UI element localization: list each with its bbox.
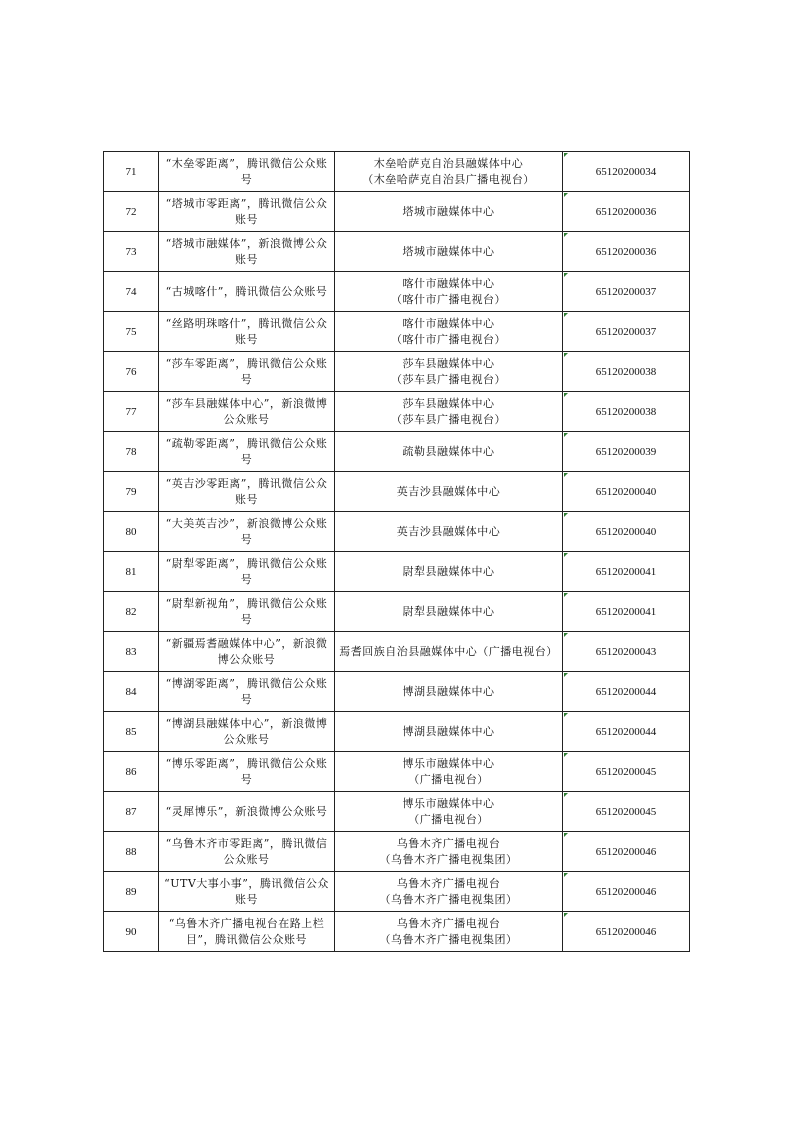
row-number: 78: [104, 432, 159, 472]
organization-line: 莎车县融媒体中心: [402, 396, 495, 410]
organization-cell: [335, 912, 563, 952]
table-row: [104, 712, 690, 752]
registration-code-cell: [563, 352, 690, 392]
account-name-cell: [159, 672, 335, 712]
organization-line: （莎车县广播电视台）: [391, 372, 506, 386]
account-name-line: “博湖县融媒体中心”，新浪微博: [165, 716, 328, 730]
account-name-cell: [159, 792, 335, 832]
row-number: 77: [104, 392, 159, 432]
table-row: [104, 392, 690, 432]
registration-code-cell: [563, 752, 690, 792]
organization-line: 乌鲁木齐广播电视台: [396, 836, 501, 850]
cell-marker-icon: [564, 553, 568, 557]
registration-code: 65120200036: [595, 205, 657, 218]
table-row: [104, 632, 690, 672]
cell-marker-icon: [564, 393, 568, 397]
organization-cell: [335, 392, 563, 432]
account-name-cell: [159, 712, 335, 752]
cell-marker-icon: [564, 233, 568, 237]
account-name-line: 号: [240, 172, 253, 186]
account-name-line: 账号: [235, 332, 258, 346]
cell-marker-icon: [564, 433, 568, 437]
account-name-cell: [159, 552, 335, 592]
registration-table-body: [104, 152, 690, 952]
registration-code: 65120200045: [595, 765, 657, 778]
account-name-cell: [159, 352, 335, 392]
row-number: 79: [104, 472, 159, 512]
table-row: [104, 752, 690, 792]
organization-line: 塔城市融媒体中心: [402, 244, 495, 258]
row-number: 83: [104, 632, 159, 672]
row-number: 76: [104, 352, 159, 392]
registration-code-cell: [563, 392, 690, 432]
account-name-line: “莎车县融媒体中心”，新浪微博: [165, 396, 328, 410]
organization-line: 塔城市融媒体中心: [402, 204, 495, 218]
row-number: 80: [104, 512, 159, 552]
account-name-line: “尉犁零距离”，腾讯微信公众账: [165, 556, 328, 570]
organization-line: 木垒哈萨克自治县融媒体中心: [373, 156, 524, 170]
row-number: 71: [104, 152, 159, 192]
organization-cell: [335, 432, 563, 472]
registration-code: 65120200040: [595, 485, 657, 498]
account-name-line: “博湖零距离”，腾讯微信公众账: [165, 676, 328, 690]
organization-cell: [335, 672, 563, 712]
registration-code: 65120200034: [595, 165, 657, 178]
registration-code-cell: [563, 872, 690, 912]
account-name-line: “古城喀什”，腾讯微信公众账号: [165, 284, 328, 298]
organization-line: 疏勒县融媒体中心: [402, 444, 495, 458]
cell-marker-icon: [564, 713, 568, 717]
cell-marker-icon: [564, 153, 568, 157]
account-name-line: “疏勒零距离”，腾讯微信公众账: [165, 436, 328, 450]
organization-line: （广播电视台）: [408, 772, 489, 786]
organization-line: （乌鲁木齐广播电视集团）: [379, 852, 518, 866]
registration-code-cell: [563, 472, 690, 512]
registration-code-cell: [563, 192, 690, 232]
cell-marker-icon: [564, 753, 568, 757]
registration-code: 65120200040: [595, 525, 657, 538]
account-name-cell: [159, 512, 335, 552]
row-number: 85: [104, 712, 159, 752]
row-number: 89: [104, 872, 159, 912]
row-number: 87: [104, 792, 159, 832]
organization-cell: [335, 152, 563, 192]
account-name-line: 号: [240, 572, 253, 586]
organization-cell: [335, 752, 563, 792]
account-name-cell: [159, 152, 335, 192]
table-row: [104, 672, 690, 712]
organization-cell: [335, 192, 563, 232]
organization-line: （喀什市广播电视台）: [391, 332, 506, 346]
registration-code-cell: [563, 592, 690, 632]
registration-code-cell: [563, 552, 690, 592]
registration-code-cell: [563, 712, 690, 752]
registration-code-cell: [563, 832, 690, 872]
account-name-line: 账号: [235, 892, 258, 906]
account-name-cell: [159, 192, 335, 232]
account-name-line: 号: [240, 772, 253, 786]
account-name-cell: [159, 232, 335, 272]
table-row: [104, 312, 690, 352]
account-name-line: 号: [240, 532, 253, 546]
registration-code: 65120200044: [595, 725, 657, 738]
account-name-line: “塔城市融媒体”，新浪微博公众: [165, 236, 328, 250]
account-name-line: 账号: [235, 212, 258, 226]
account-name-cell: [159, 312, 335, 352]
registration-code: 65120200046: [595, 885, 657, 898]
registration-code: 65120200038: [595, 405, 657, 418]
organization-line: （莎车县广播电视台）: [391, 412, 506, 426]
account-name-cell: [159, 632, 335, 672]
registration-code-cell: [563, 432, 690, 472]
table-row: [104, 592, 690, 632]
account-name-line: 账号: [235, 492, 258, 506]
row-number: 90: [104, 912, 159, 952]
organization-line: （乌鲁木齐广播电视集团）: [379, 892, 518, 906]
organization-cell: [335, 272, 563, 312]
organization-cell: [335, 552, 563, 592]
table-row: [104, 792, 690, 832]
account-name-line: “UTV大事小事”，腾讯微信公众: [164, 876, 329, 890]
organization-line: 英吉沙县融媒体中心: [396, 484, 501, 498]
account-name-line: 号: [240, 612, 253, 626]
account-name-cell: [159, 272, 335, 312]
account-name-line: “莎车零距离”，腾讯微信公众账: [165, 356, 328, 370]
organization-cell: [335, 712, 563, 752]
organization-line: 喀什市融媒体中心: [402, 276, 495, 290]
account-name-line: “新疆焉耆融媒体中心”，新浪微: [165, 636, 328, 650]
organization-line: 博乐市融媒体中心: [402, 796, 495, 810]
table-row: [104, 272, 690, 312]
account-name-cell: [159, 872, 335, 912]
account-name-line: “大美英吉沙”，新浪微博公众账: [165, 516, 328, 530]
cell-marker-icon: [564, 313, 568, 317]
table-row: [104, 872, 690, 912]
cell-marker-icon: [564, 193, 568, 197]
account-name-line: 目”，腾讯微信公众账号: [185, 932, 308, 946]
cell-marker-icon: [564, 513, 568, 517]
account-name-line: “灵犀博乐”，新浪微博公众账号: [165, 804, 328, 818]
account-name-line: 博公众账号: [217, 652, 276, 666]
account-name-line: 公众账号: [223, 412, 270, 426]
organization-line: 尉犁县融媒体中心: [402, 604, 495, 618]
registration-code: 65120200043: [595, 645, 657, 658]
cell-marker-icon: [564, 833, 568, 837]
account-name-cell: [159, 472, 335, 512]
registration-code: 65120200044: [595, 685, 657, 698]
cell-marker-icon: [564, 633, 568, 637]
row-number: 73: [104, 232, 159, 272]
cell-marker-icon: [564, 353, 568, 357]
account-name-line: “英吉沙零距离”，腾讯微信公众: [165, 476, 328, 490]
organization-cell: [335, 352, 563, 392]
registration-code-cell: [563, 272, 690, 312]
organization-cell: [335, 792, 563, 832]
table-row: [104, 192, 690, 232]
account-name-line: “丝路明珠喀什”，腾讯微信公众: [165, 316, 328, 330]
registration-code-cell: [563, 912, 690, 952]
organization-cell: [335, 472, 563, 512]
organization-line: （广播电视台）: [408, 812, 489, 826]
organization-cell: [335, 832, 563, 872]
organization-line: 英吉沙县融媒体中心: [396, 524, 501, 538]
account-name-line: “乌鲁木齐广播电视台在路上栏: [168, 916, 325, 930]
account-name-cell: [159, 832, 335, 872]
row-number: 74: [104, 272, 159, 312]
account-name-cell: [159, 432, 335, 472]
table-row: [104, 472, 690, 512]
registration-code-cell: [563, 632, 690, 672]
row-number: 84: [104, 672, 159, 712]
organization-cell: [335, 592, 563, 632]
account-name-cell: [159, 912, 335, 952]
organization-line: （喀什市广播电视台）: [391, 292, 506, 306]
registration-code-cell: [563, 312, 690, 352]
account-name-line: 号: [240, 692, 253, 706]
registration-code: 65120200045: [595, 805, 657, 818]
registration-code-cell: [563, 512, 690, 552]
table-row: [104, 552, 690, 592]
organization-line: 乌鲁木齐广播电视台: [396, 876, 501, 890]
organization-cell: [335, 632, 563, 672]
account-name-line: 号: [240, 452, 253, 466]
registration-code: 65120200041: [595, 605, 657, 618]
account-name-line: “乌鲁木齐市零距离”，腾讯微信: [165, 836, 328, 850]
account-name-cell: [159, 752, 335, 792]
organization-cell: [335, 232, 563, 272]
table-row: [104, 352, 690, 392]
cell-marker-icon: [564, 913, 568, 917]
account-name-line: 公众账号: [223, 852, 270, 866]
registration-code: 65120200039: [595, 445, 657, 458]
registration-code-cell: [563, 152, 690, 192]
cell-marker-icon: [564, 273, 568, 277]
cell-marker-icon: [564, 873, 568, 877]
table-row: [104, 832, 690, 872]
table-row: [104, 232, 690, 272]
cell-marker-icon: [564, 673, 568, 677]
cell-marker-icon: [564, 593, 568, 597]
account-name-cell: [159, 592, 335, 632]
organization-line: （乌鲁木齐广播电视集团）: [379, 932, 518, 946]
row-number: 82: [104, 592, 159, 632]
organization-line: 尉犁县融媒体中心: [402, 564, 495, 578]
cell-marker-icon: [564, 793, 568, 797]
registration-code-cell: [563, 672, 690, 712]
organization-line: 焉耆回族自治县融媒体中心（广播电视台）: [339, 644, 558, 658]
table-row: [104, 432, 690, 472]
organization-line: （木垒哈萨克自治县广播电视台）: [362, 172, 535, 186]
organization-line: 博湖县融媒体中心: [402, 684, 495, 698]
organization-line: 博乐市融媒体中心: [402, 756, 495, 770]
registration-code-cell: [563, 792, 690, 832]
registration-code: 65120200037: [595, 285, 657, 298]
account-name-line: 号: [240, 372, 253, 386]
registration-code: 65120200037: [595, 325, 657, 338]
account-name-cell: [159, 392, 335, 432]
organization-line: 莎车县融媒体中心: [402, 356, 495, 370]
organization-line: 博湖县融媒体中心: [402, 724, 495, 738]
row-number: 81: [104, 552, 159, 592]
table-row: [104, 912, 690, 952]
account-name-line: “尉犁新视角”，腾讯微信公众账: [165, 596, 328, 610]
row-number: 72: [104, 192, 159, 232]
registration-code: 65120200036: [595, 245, 657, 258]
registration-code-cell: [563, 232, 690, 272]
account-name-line: 公众账号: [223, 732, 270, 746]
account-name-line: 账号: [235, 252, 258, 266]
account-name-line: “木垒零距离”，腾讯微信公众账: [165, 156, 328, 170]
row-number: 88: [104, 832, 159, 872]
organization-line: 喀什市融媒体中心: [402, 316, 495, 330]
organization-cell: [335, 312, 563, 352]
registration-code: 65120200041: [595, 565, 657, 578]
table-row: [104, 152, 690, 192]
row-number: 75: [104, 312, 159, 352]
account-name-line: “塔城市零距离”，腾讯微信公众: [165, 196, 328, 210]
row-number: 86: [104, 752, 159, 792]
registration-code: 65120200046: [595, 925, 657, 938]
cell-marker-icon: [564, 473, 568, 477]
table-row: [104, 512, 690, 552]
organization-cell: [335, 872, 563, 912]
registration-code: 65120200046: [595, 845, 657, 858]
organization-line: 乌鲁木齐广播电视台: [396, 916, 501, 930]
registration-code: 65120200038: [595, 365, 657, 378]
account-name-line: “博乐零距离”，腾讯微信公众账: [165, 756, 328, 770]
registration-table: [103, 151, 690, 952]
organization-cell: [335, 512, 563, 552]
